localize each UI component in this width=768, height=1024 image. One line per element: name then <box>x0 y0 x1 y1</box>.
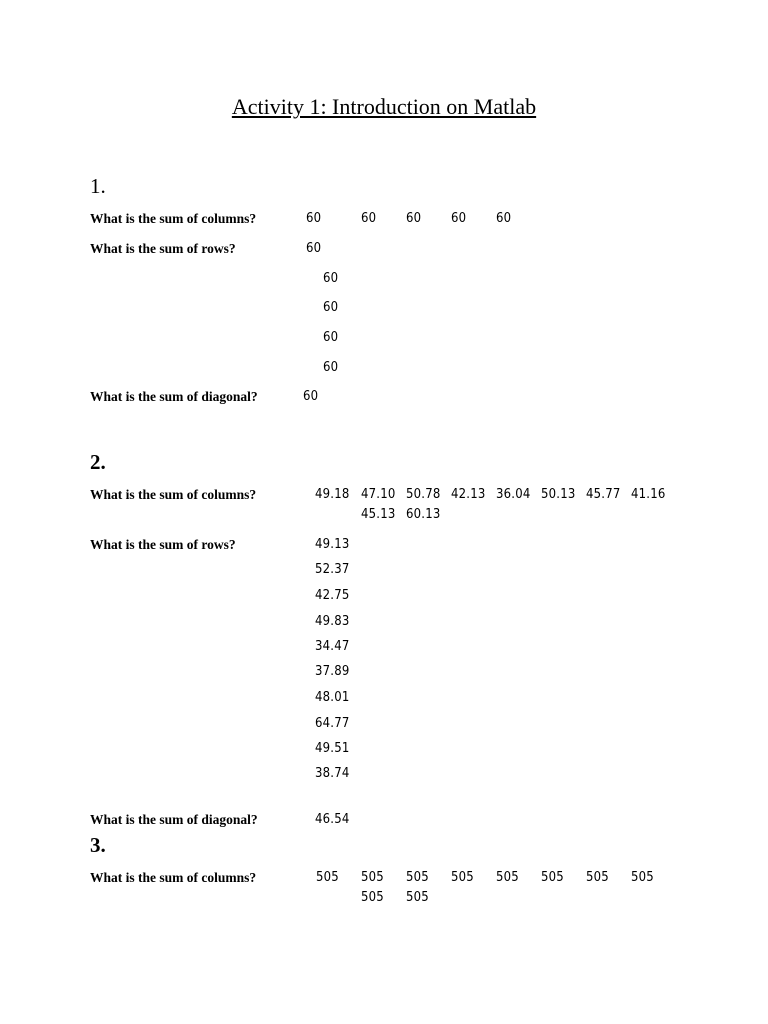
section-2-column-sum: 60.13 <box>406 507 441 522</box>
section-2-column-sum: 45.77 <box>586 487 621 502</box>
section-3-column-sum: 505 <box>361 870 384 885</box>
section-3-column-sum: 505 <box>451 870 474 885</box>
section-2-row-sum: 49.13 <box>315 537 350 552</box>
section-3-column-sum: 505 <box>496 870 519 885</box>
section-3-column-sum: 505 <box>541 870 564 885</box>
section-3-column-sum: 505 <box>406 870 429 885</box>
section-2-diagonal-sum: 46.54 <box>315 812 350 827</box>
section-1-columns-question: What is the sum of columns? <box>90 211 257 226</box>
section-2-row-sum: 49.83 <box>315 614 350 629</box>
section-2-row-sum: 38.74 <box>315 766 350 781</box>
section-2-row-sum: 37.89 <box>315 664 350 679</box>
section-2-row-sum: 34.47 <box>315 639 350 654</box>
section-2-column-sum: 45.13 <box>361 507 396 522</box>
section-3-columns-question: What is the sum of columns? <box>90 870 257 885</box>
section-1-column-sum: 60 <box>406 211 422 226</box>
section-2-column-sum: 41.16 <box>631 487 666 502</box>
section-3-column-sum: 505 <box>586 870 609 885</box>
section-2-row-sum: 42.75 <box>315 588 350 603</box>
section-2-columns-question: What is the sum of columns? <box>90 487 257 502</box>
section-2-column-sum: 47.10 <box>361 487 396 502</box>
section-2-row-sum: 64.77 <box>315 716 350 731</box>
section-1-column-sum: 60 <box>496 211 512 226</box>
section-2-column-sum: 36.04 <box>496 487 531 502</box>
section-1-diagonal-question: What is the sum of diagonal? <box>90 389 258 404</box>
section-1-number: 1. <box>90 174 106 198</box>
section-2-row-sum: 48.01 <box>315 690 350 705</box>
section-2-column-sum: 50.13 <box>541 487 576 502</box>
section-1-row-sum: 60 <box>323 300 339 315</box>
section-2-column-sum: 50.78 <box>406 487 441 502</box>
section-2-diagonal-question: What is the sum of diagonal? <box>90 812 258 827</box>
section-2-row-sum: 52.37 <box>315 562 350 577</box>
section-1-diagonal-sum: 60 <box>303 389 319 404</box>
section-3-column-sum: 505 <box>406 890 429 905</box>
section-3-column-sum: 505 <box>316 870 339 885</box>
page-title: Activity 1: Introduction on Matlab <box>231 94 537 119</box>
section-3-number: 3. <box>90 833 106 857</box>
section-2-column-sum: 42.13 <box>451 487 486 502</box>
section-3-column-sum: 505 <box>361 890 384 905</box>
section-2-rows-question: What is the sum of rows? <box>90 537 236 552</box>
section-1-rows-question: What is the sum of rows? <box>90 241 236 256</box>
section-1-row-sum: 60 <box>306 241 322 256</box>
section-1-column-sum: 60 <box>306 211 322 226</box>
section-1-row-sum: 60 <box>323 360 339 375</box>
section-1-column-sum: 60 <box>451 211 467 226</box>
section-2-number: 2. <box>90 450 106 474</box>
section-1-row-sum: 60 <box>323 330 339 345</box>
section-1-column-sum: 60 <box>361 211 377 226</box>
section-1-row-sum: 60 <box>323 271 339 286</box>
section-2-column-sum: 49.18 <box>315 487 350 502</box>
section-2-row-sum: 49.51 <box>315 741 350 756</box>
section-3-column-sum: 505 <box>631 870 654 885</box>
